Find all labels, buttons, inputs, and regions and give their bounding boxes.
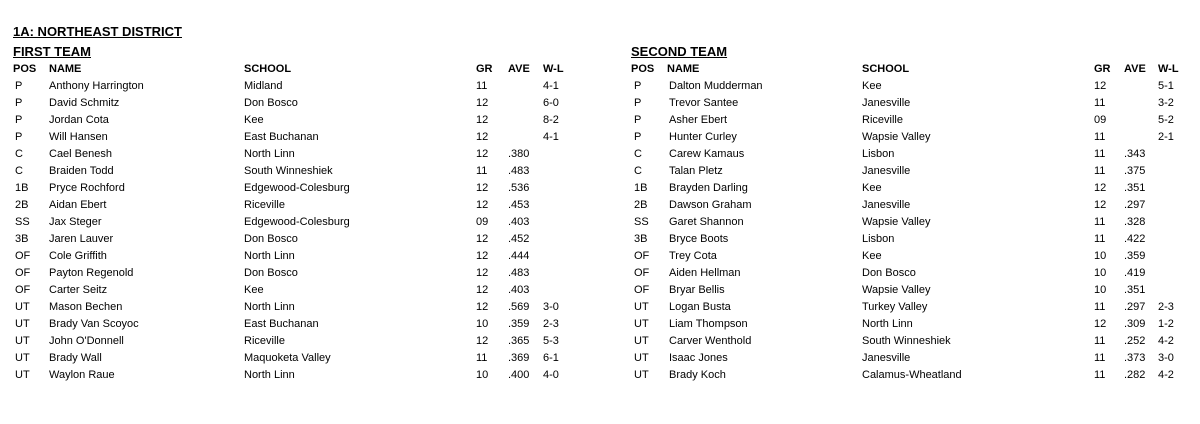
cell-school: Janesville — [862, 352, 911, 364]
cell-gr: 12 — [476, 250, 489, 262]
cell-school: Janesville — [862, 199, 911, 211]
table-row — [13, 197, 530, 214]
cell-ave: .343 — [1124, 148, 1146, 160]
cell-wl: 3-0 — [543, 301, 559, 313]
cell-gr: 11 — [476, 352, 488, 364]
header-school: SCHOOL — [244, 63, 292, 75]
cell-ave: .351 — [1124, 182, 1146, 194]
cell-pos: OF — [15, 284, 31, 296]
cell-name: Jax Steger — [49, 216, 102, 228]
cell-school: Riceville — [244, 335, 285, 347]
table-row — [631, 112, 1174, 129]
cell-name: Liam Thompson — [669, 318, 748, 330]
cell-pos: OF — [634, 284, 650, 296]
cell-gr: 12 — [1094, 80, 1107, 92]
header-ave: AVE — [508, 63, 530, 75]
cell-gr: 11 — [1094, 216, 1106, 228]
cell-gr: 11 — [476, 80, 488, 92]
cell-gr: 12 — [476, 267, 489, 279]
cell-gr: 11 — [1094, 352, 1106, 364]
cell-ave: .452 — [508, 233, 530, 245]
cell-name: John O'Donnell — [49, 335, 124, 347]
cell-pos: P — [634, 97, 642, 109]
cell-gr: 11 — [1094, 148, 1106, 160]
cell-name: David Schmitz — [49, 97, 120, 109]
cell-school: Don Bosco — [244, 233, 298, 245]
header-gr: GR — [476, 63, 493, 75]
cell-gr: 12 — [476, 284, 489, 296]
cell-wl: 5-1 — [1158, 80, 1174, 92]
cell-pos: UT — [15, 369, 30, 381]
cell-school: Janesville — [862, 97, 911, 109]
cell-ave: .536 — [508, 182, 530, 194]
cell-name: Hunter Curley — [669, 131, 737, 143]
cell-ave: .569 — [508, 301, 530, 313]
cell-wl: 8-2 — [543, 114, 559, 126]
cell-school: Kee — [862, 182, 882, 194]
cell-gr: 09 — [476, 216, 489, 228]
cell-wl: 4-2 — [1158, 335, 1174, 347]
cell-gr: 10 — [1094, 267, 1107, 279]
cell-school: North Linn — [244, 148, 295, 160]
cell-name: Brayden Darling — [669, 182, 748, 194]
cell-ave: .483 — [508, 267, 530, 279]
cell-pos: C — [15, 148, 23, 160]
table-row — [631, 367, 1174, 384]
cell-name: Asher Ebert — [669, 114, 728, 126]
table-row — [13, 350, 559, 367]
cell-school: Lisbon — [862, 148, 895, 160]
table-row — [631, 265, 1146, 282]
cell-pos: 2B — [15, 199, 29, 211]
cell-pos: P — [15, 97, 23, 109]
table-row — [631, 333, 1174, 350]
header-wl: W-L — [1158, 63, 1179, 75]
header-wl: W-L — [543, 63, 564, 75]
cell-ave: .297 — [1124, 301, 1146, 313]
cell-gr: 10 — [1094, 284, 1107, 296]
table-row — [631, 299, 1174, 316]
cell-name: Carter Seitz — [49, 284, 108, 296]
cell-wl: 3-2 — [1158, 97, 1174, 109]
cell-school: Edgewood-Colesburg — [244, 182, 350, 194]
cell-gr: 10 — [476, 318, 489, 330]
cell-school: Don Bosco — [244, 97, 298, 109]
cell-pos: C — [634, 165, 642, 177]
cell-name: Bryce Boots — [669, 233, 729, 245]
cell-pos: OF — [634, 267, 650, 279]
table-row — [13, 112, 559, 129]
table-header-row — [13, 61, 564, 78]
table-row — [13, 282, 530, 299]
cell-pos: UT — [634, 301, 649, 313]
cell-gr: 12 — [476, 182, 489, 194]
cell-school: East Buchanan — [244, 131, 319, 143]
cell-name: Pryce Rochford — [49, 182, 125, 194]
cell-ave: .375 — [1124, 165, 1146, 177]
table-row — [631, 146, 1146, 163]
cell-gr: 12 — [476, 131, 489, 143]
cell-ave: .365 — [508, 335, 530, 347]
table-row — [13, 163, 530, 180]
cell-school: East Buchanan — [244, 318, 319, 330]
table-row — [631, 163, 1146, 180]
cell-wl: 5-2 — [1158, 114, 1174, 126]
cell-school: South Winneshiek — [862, 335, 951, 347]
table-row — [631, 214, 1146, 231]
table-row — [631, 78, 1174, 95]
cell-name: Garet Shannon — [669, 216, 744, 228]
table-row — [13, 95, 559, 112]
cell-gr: 12 — [476, 335, 489, 347]
table-header-row — [631, 61, 1179, 78]
table-row — [631, 316, 1174, 333]
table-row — [13, 231, 530, 248]
cell-wl: 6-1 — [543, 352, 559, 364]
cell-wl: 1-2 — [1158, 318, 1174, 330]
cell-school: Kee — [244, 114, 264, 126]
header-ave: AVE — [1124, 63, 1146, 75]
cell-name: Cole Griffith — [49, 250, 107, 262]
cell-pos: UT — [634, 352, 649, 364]
cell-name: Aidan Ebert — [49, 199, 107, 211]
table-row — [13, 214, 530, 231]
cell-name: Will Hansen — [49, 131, 108, 143]
cell-name: Cael Benesh — [49, 148, 112, 160]
cell-wl: 2-1 — [1158, 131, 1174, 143]
cell-gr: 12 — [476, 301, 489, 313]
header-gr: GR — [1094, 63, 1111, 75]
cell-ave: .252 — [1124, 335, 1146, 347]
cell-gr: 11 — [1094, 369, 1106, 381]
table-row — [631, 282, 1146, 299]
cell-name: Carew Kamaus — [669, 148, 745, 160]
table-row — [13, 316, 559, 333]
table-row — [631, 350, 1174, 367]
table-row — [631, 180, 1146, 197]
cell-gr: 12 — [1094, 199, 1107, 211]
cell-gr: 12 — [476, 148, 489, 160]
cell-pos: SS — [634, 216, 649, 228]
cell-ave: .297 — [1124, 199, 1146, 211]
cell-pos: P — [15, 131, 23, 143]
cell-name: Brady Koch — [669, 369, 726, 381]
table-row — [631, 197, 1146, 214]
cell-school: Riceville — [244, 199, 285, 211]
table-row — [13, 299, 559, 316]
cell-gr: 11 — [476, 165, 488, 177]
cell-pos: C — [15, 165, 23, 177]
cell-pos: UT — [634, 318, 649, 330]
cell-gr: 11 — [1094, 301, 1106, 313]
cell-school: Wapsie Valley — [862, 284, 931, 296]
cell-gr: 11 — [1094, 335, 1106, 347]
cell-school: Midland — [244, 80, 283, 92]
table-row — [631, 129, 1174, 146]
cell-ave: .359 — [1124, 250, 1146, 262]
table-row — [13, 129, 559, 146]
cell-school: Edgewood-Colesburg — [244, 216, 350, 228]
cell-ave: .483 — [508, 165, 530, 177]
cell-pos: 3B — [15, 233, 29, 245]
cell-ave: .403 — [508, 284, 530, 296]
cell-gr: 12 — [476, 97, 489, 109]
second-team-rows — [631, 78, 1174, 384]
cell-ave: .282 — [1124, 369, 1146, 381]
cell-pos: OF — [634, 250, 650, 262]
cell-ave: .351 — [1124, 284, 1146, 296]
cell-gr: 10 — [476, 369, 489, 381]
cell-name: Brady Wall — [49, 352, 102, 364]
cell-name: Isaac Jones — [669, 352, 728, 364]
cell-ave: .373 — [1124, 352, 1146, 364]
cell-school: North Linn — [862, 318, 913, 330]
cell-wl: 4-1 — [543, 131, 559, 143]
cell-ave: .422 — [1124, 233, 1146, 245]
cell-school: Kee — [244, 284, 264, 296]
cell-ave: .359 — [508, 318, 530, 330]
cell-ave: .380 — [508, 148, 530, 160]
cell-pos: OF — [15, 250, 31, 262]
cell-pos: 3B — [634, 233, 648, 245]
cell-gr: 12 — [476, 199, 489, 211]
cell-school: Kee — [862, 250, 882, 262]
cell-school: North Linn — [244, 369, 295, 381]
cell-school: Don Bosco — [244, 267, 298, 279]
cell-school: Wapsie Valley — [862, 216, 931, 228]
header-pos: POS — [631, 63, 655, 75]
cell-wl: 4-0 — [543, 369, 559, 381]
cell-ave: .403 — [508, 216, 530, 228]
cell-pos: SS — [15, 216, 30, 228]
page-title: 1A: NORTHEAST DISTRICT — [13, 24, 182, 39]
cell-gr: 12 — [476, 114, 489, 126]
cell-pos: P — [634, 131, 642, 143]
header-name: NAME — [667, 63, 700, 75]
cell-gr: 12 — [476, 233, 489, 245]
cell-pos: 1B — [15, 182, 29, 194]
cell-wl: 6-0 — [543, 97, 559, 109]
cell-ave: .453 — [508, 199, 530, 211]
cell-pos: OF — [15, 267, 31, 279]
first-team-title: FIRST TEAM — [13, 44, 91, 59]
cell-name: Trey Cota — [669, 250, 717, 262]
cell-name: Logan Busta — [669, 301, 731, 313]
cell-school: Turkey Valley — [862, 301, 928, 313]
cell-name: Trevor Santee — [669, 97, 739, 109]
cell-wl: 5-3 — [543, 335, 559, 347]
cell-name: Brady Van Scoyoc — [49, 318, 139, 330]
cell-gr: 09 — [1094, 114, 1107, 126]
cell-ave: .328 — [1124, 216, 1146, 228]
cell-wl: 2-3 — [1158, 301, 1174, 313]
cell-gr: 11 — [1094, 131, 1106, 143]
table-row — [13, 265, 530, 282]
cell-pos: UT — [634, 335, 649, 347]
cell-name: Dalton Mudderman — [669, 80, 763, 92]
header-pos: POS — [13, 63, 37, 75]
second-team-title: SECOND TEAM — [631, 44, 728, 59]
cell-gr: 11 — [1094, 233, 1106, 245]
table-row — [13, 333, 559, 350]
cell-school: North Linn — [244, 250, 295, 262]
cell-name: Mason Bechen — [49, 301, 123, 313]
table-row — [13, 367, 559, 384]
cell-wl: 4-2 — [1158, 369, 1174, 381]
second-team-table — [631, 42, 1179, 384]
first-team-rows — [13, 78, 559, 384]
cell-name: Anthony Harrington — [49, 80, 144, 92]
cell-name: Aiden Hellman — [669, 267, 741, 279]
header-school: SCHOOL — [862, 63, 910, 75]
cell-name: Bryar Bellis — [669, 284, 725, 296]
cell-gr: 10 — [1094, 250, 1107, 262]
table-row — [631, 248, 1146, 265]
cell-pos: UT — [15, 335, 30, 347]
cell-pos: 2B — [634, 199, 648, 211]
cell-name: Payton Regenold — [49, 267, 134, 279]
cell-pos: P — [15, 114, 23, 126]
cell-pos: P — [634, 80, 642, 92]
cell-name: Braiden Todd — [49, 165, 114, 177]
cell-school: North Linn — [244, 301, 295, 313]
cell-gr: 11 — [1094, 97, 1106, 109]
cell-gr: 12 — [1094, 182, 1107, 194]
cell-school: Riceville — [862, 114, 903, 126]
cell-name: Waylon Raue — [49, 369, 115, 381]
cell-school: South Winneshiek — [244, 165, 333, 177]
cell-pos: P — [634, 114, 642, 126]
cell-school: Janesville — [862, 165, 911, 177]
table-row — [13, 248, 530, 265]
cell-name: Jaren Lauver — [49, 233, 114, 245]
cell-name: Carver Wenthold — [669, 335, 752, 347]
cell-pos: UT — [634, 369, 649, 381]
table-row — [13, 78, 559, 95]
cell-pos: 1B — [634, 182, 648, 194]
cell-name: Talan Pletz — [669, 165, 723, 177]
cell-wl: 2-3 — [543, 318, 559, 330]
cell-pos: P — [15, 80, 23, 92]
cell-pos: C — [634, 148, 642, 160]
cell-ave: .444 — [508, 250, 530, 262]
cell-pos: UT — [15, 318, 30, 330]
cell-school: Lisbon — [862, 233, 895, 245]
cell-ave: .369 — [508, 352, 530, 364]
first-team-table — [13, 42, 564, 384]
cell-ave: .309 — [1124, 318, 1146, 330]
cell-wl: 4-1 — [543, 80, 559, 92]
cell-school: Calamus-Wheatland — [862, 369, 962, 381]
cell-pos: UT — [15, 301, 30, 313]
cell-school: Wapsie Valley — [862, 131, 931, 143]
cell-name: Dawson Graham — [669, 199, 752, 211]
cell-gr: 12 — [1094, 318, 1107, 330]
cell-ave: .400 — [508, 369, 530, 381]
cell-school: Maquoketa Valley — [244, 352, 331, 364]
cell-school: Don Bosco — [862, 267, 916, 279]
table-row — [13, 180, 530, 197]
cell-wl: 3-0 — [1158, 352, 1174, 364]
header-name: NAME — [49, 63, 82, 75]
cell-school: Kee — [862, 80, 882, 92]
cell-gr: 11 — [1094, 165, 1106, 177]
cell-ave: .419 — [1124, 267, 1146, 279]
table-row — [631, 95, 1174, 112]
table-row — [13, 146, 530, 163]
cell-name: Jordan Cota — [49, 114, 109, 126]
table-row — [631, 231, 1146, 248]
cell-pos: UT — [15, 352, 30, 364]
